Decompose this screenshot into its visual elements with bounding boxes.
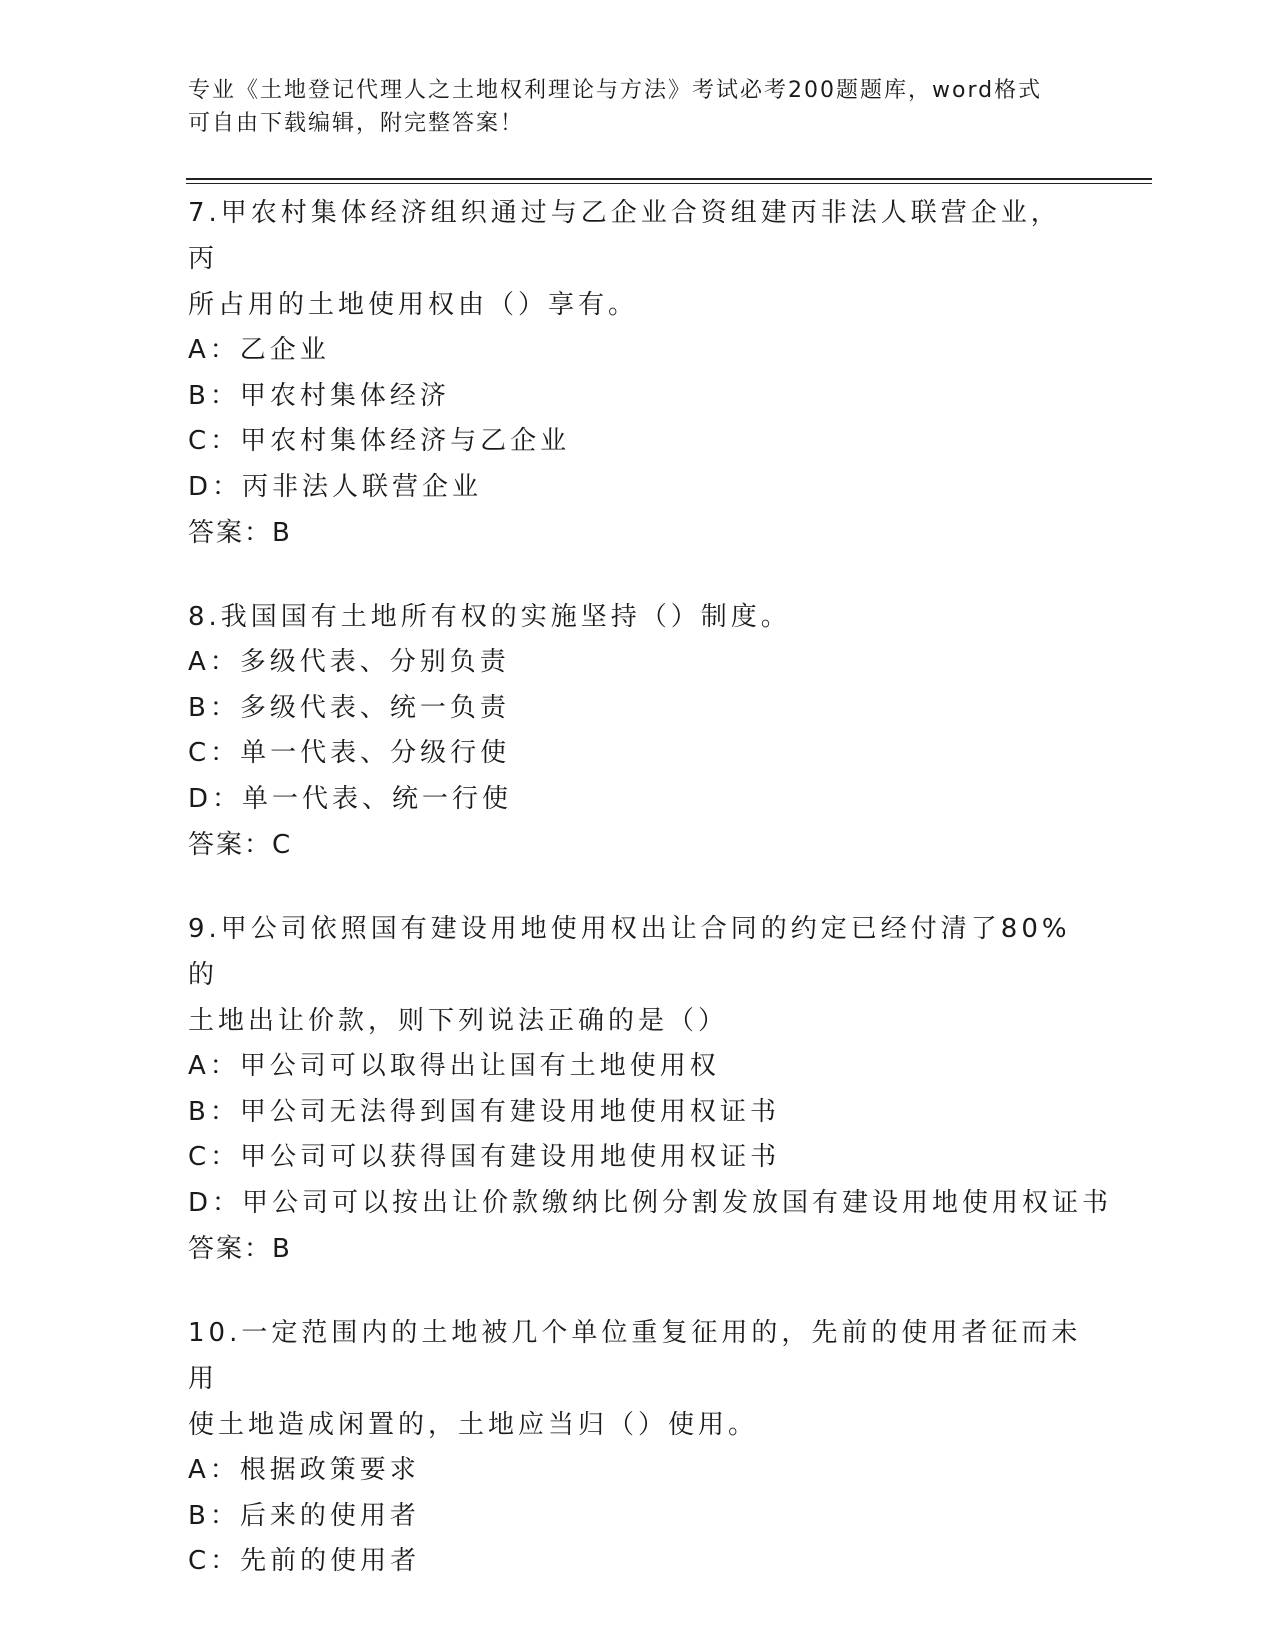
question-stem — [188, 1310, 1088, 1448]
document-header — [188, 74, 1088, 140]
question-stem-line-1: 7.甲农村集体经济组织通过与乙企业合资组建丙非法人联营企业，丙 — [188, 198, 1061, 274]
question-8 — [188, 594, 1088, 868]
header-line-2: 可自由下载编辑，附完整答案！ — [188, 111, 525, 136]
option-c: C：单一代表、分级行使 — [188, 738, 511, 768]
question-stem-line-1: 10.一定范围内的土地被几个单位重复征用的，先前的使用者征而未用 — [188, 1318, 1082, 1394]
question-stem-line-2: 使土地造成闲置的，土地应当归（）使用。 — [188, 1410, 759, 1440]
question-7 — [188, 190, 1088, 556]
option-c: C：甲公司可以获得国有建设用地使用权证书 — [188, 1142, 781, 1172]
option-d: D：甲公司可以按出让价款缴纳比例分割发放国有建设用地使用权证书 — [188, 1187, 1113, 1218]
question-9 — [188, 906, 1113, 1272]
question-stem-line-1: 9.甲公司依照国有建设用地使用权出让合同的约定已经付清了80%的 — [188, 914, 1071, 990]
option-d: D：单一代表、统一行使 — [188, 783, 513, 814]
option-a: A：根据政策要求 — [188, 1455, 420, 1485]
option-a: A：多级代表、分别负责 — [188, 647, 510, 677]
option-b: B：多级代表、统一负责 — [188, 692, 510, 723]
answer-line — [188, 822, 1088, 868]
answer-line — [188, 510, 1088, 556]
question-stem-line-2: 所占用的土地使用权由（）享有。 — [188, 290, 639, 320]
option-c: C：甲农村集体经济与乙企业 — [188, 426, 571, 456]
header-divider-thin — [186, 183, 1152, 184]
answer-label: 答案： — [188, 1234, 273, 1264]
option-b: B：甲公司无法得到国有建设用地使用权证书 — [188, 1096, 780, 1127]
option-c: C：先前的使用者 — [188, 1546, 421, 1576]
answer-label: 答案： — [188, 830, 273, 860]
answer-line — [188, 1226, 1088, 1272]
option-d: D：丙非法人联营企业 — [188, 471, 483, 502]
question-10 — [188, 1310, 1088, 1585]
option-b: B：甲农村集体经济 — [188, 380, 450, 411]
answer-label: 答案： — [188, 518, 273, 548]
header-divider — [186, 178, 1152, 180]
question-stem-line-2: 土地出让价款，则下列说法正确的是（） — [188, 1006, 729, 1036]
option-a: A：乙企业 — [188, 335, 330, 365]
header-line-1: 专业《土地登记代理人之土地权利理论与方法》考试必考200题题库，word格式 — [188, 78, 1043, 103]
question-list — [188, 190, 1113, 1623]
answer-value: B — [272, 1234, 291, 1264]
option-a: A：甲公司可以取得出让国有土地使用权 — [188, 1051, 720, 1081]
question-stem — [188, 594, 1088, 640]
question-stem — [188, 906, 1088, 1044]
answer-value: C — [272, 830, 292, 860]
question-stem — [188, 190, 1088, 328]
question-stem-line-1: 8.我国国有土地所有权的实施坚持（）制度。 — [188, 602, 791, 632]
option-b: B：后来的使用者 — [188, 1500, 420, 1531]
answer-value: B — [272, 518, 291, 548]
